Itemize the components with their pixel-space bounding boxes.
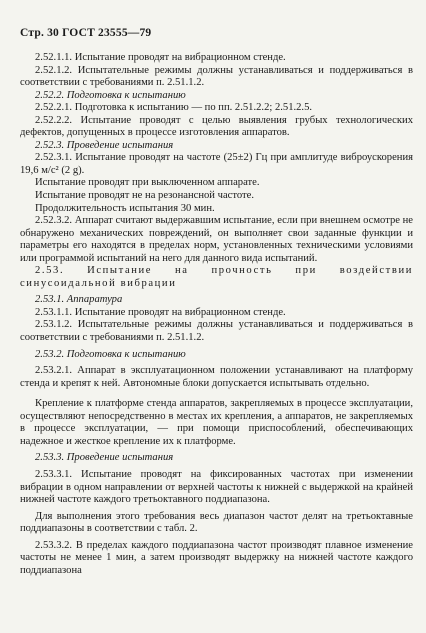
paragraph-2-53-2-1: 2.53.2.1. Аппарат в эксплуатационном положении устанавливают на платформу стенда и крепят к ней. Автономные блоки допускается испытывать отдельно. [20, 365, 413, 389]
paragraph-2-53-1-1: 2.53.1.1. Испытание проводят на вибрационном стенде. [35, 306, 286, 318]
paragraph-2-52-3-2: 2.52.3.2. Аппарат считают выдержавшим испытание, если при внешнем осмотре не обнаружено механических повреждений, он выполняет свои заданные функции и параметры его находятся в пределах норм, установленных техническими условиями или программой испытаний на него для данного вида испытаний. [20, 215, 413, 264]
paragraph-2-53-3-2: 2.53.3.2. В пределах каждого поддиапазона частот производят плавное изменение частоты не менее 1 мин, а затем производят выдержку на нижней частоте каждого поддиапазона [20, 539, 413, 576]
section-heading-2-52-2: 2.52.2. Подготовка к испытанию [35, 89, 186, 101]
paragraph-2-52-1-2: 2.52.1.2. Испытательные режимы должны устанавливаться и поддерживаться в соответствии с требованиями п. 2.51.1.2. [20, 64, 413, 89]
paragraph-switched-off: Испытание проводят при выключенном аппарате. [35, 177, 260, 189]
paragraph-subranges: Для выполнения этого требования весь диапазон частот делят на третьоктавные поддиапазоны в соответствии с табл. 2. [20, 510, 413, 535]
paragraph-2-53-1-2: 2.53.1.2. Испытательные режимы должны устанавливаться и поддерживаться в соответствии с требованиями п. 2.51.1.2. [20, 319, 413, 344]
section-heading-2-53-2: 2.53.2. Подготовка к испытанию [35, 348, 186, 360]
page-header: Стр. 30 ГОСТ 23555—79 [20, 27, 152, 39]
document-body [20, 52, 413, 577]
paragraph-duration: Продолжительность испытания 30 мин. [35, 202, 215, 214]
paragraph-2-52-2-2: 2.52.2.2. Испытание проводят с целью выявления грубых технологических дефектов, допущенных в процессе изготовления аппаратов. [20, 114, 413, 139]
paragraph-non-resonant: Испытание проводят не на резонансной частоте. [35, 190, 254, 202]
section-heading-2-52-3: 2.52.3. Проведение испытания [35, 139, 174, 151]
section-heading-2-53: 2.53. Испытание на прочность при воздействии синусоидальной вибрации [20, 265, 413, 289]
section-heading-2-53-3: 2.53.3. Проведение испытания [35, 452, 174, 464]
paragraph-2-52-1-1: 2.52.1.1. Испытание проводят на вибрационном стенде. [35, 52, 286, 63]
paragraph-2-52-2-1: 2.52.2.1. Подготовка к испытанию — по пп. 2.51.2.2; 2.51.2.5. [35, 102, 313, 114]
paragraph-mounting: Крепление к платформе стенда аппаратов, закрепляемых в процессе эксплуатации, осуществляют непосредственно в местах их крепления, а аппаратов, не закрепляемых в процессе эксплуатации, — при помощи приспособлений, обеспечивающих надежное и жесткое крепление их к платформе. [20, 398, 413, 447]
paragraph-2-52-3-1: 2.52.3.1. Испытание проводят на частоте (25±2) Гц при амплитуде виброускорения 19,6 м/с² (2 g). [20, 152, 413, 176]
paragraph-2-53-3-1: 2.53.3.1. Испытание проводят на фиксированных частотах при изменении вибрации в одном направлении от верхней частоты к нижней с выдержкой на крайней нижней частоте каждого третьоктавного поддиапазона. [20, 468, 413, 506]
section-heading-2-53-1: 2.53.1. Аппаратура [35, 294, 123, 306]
